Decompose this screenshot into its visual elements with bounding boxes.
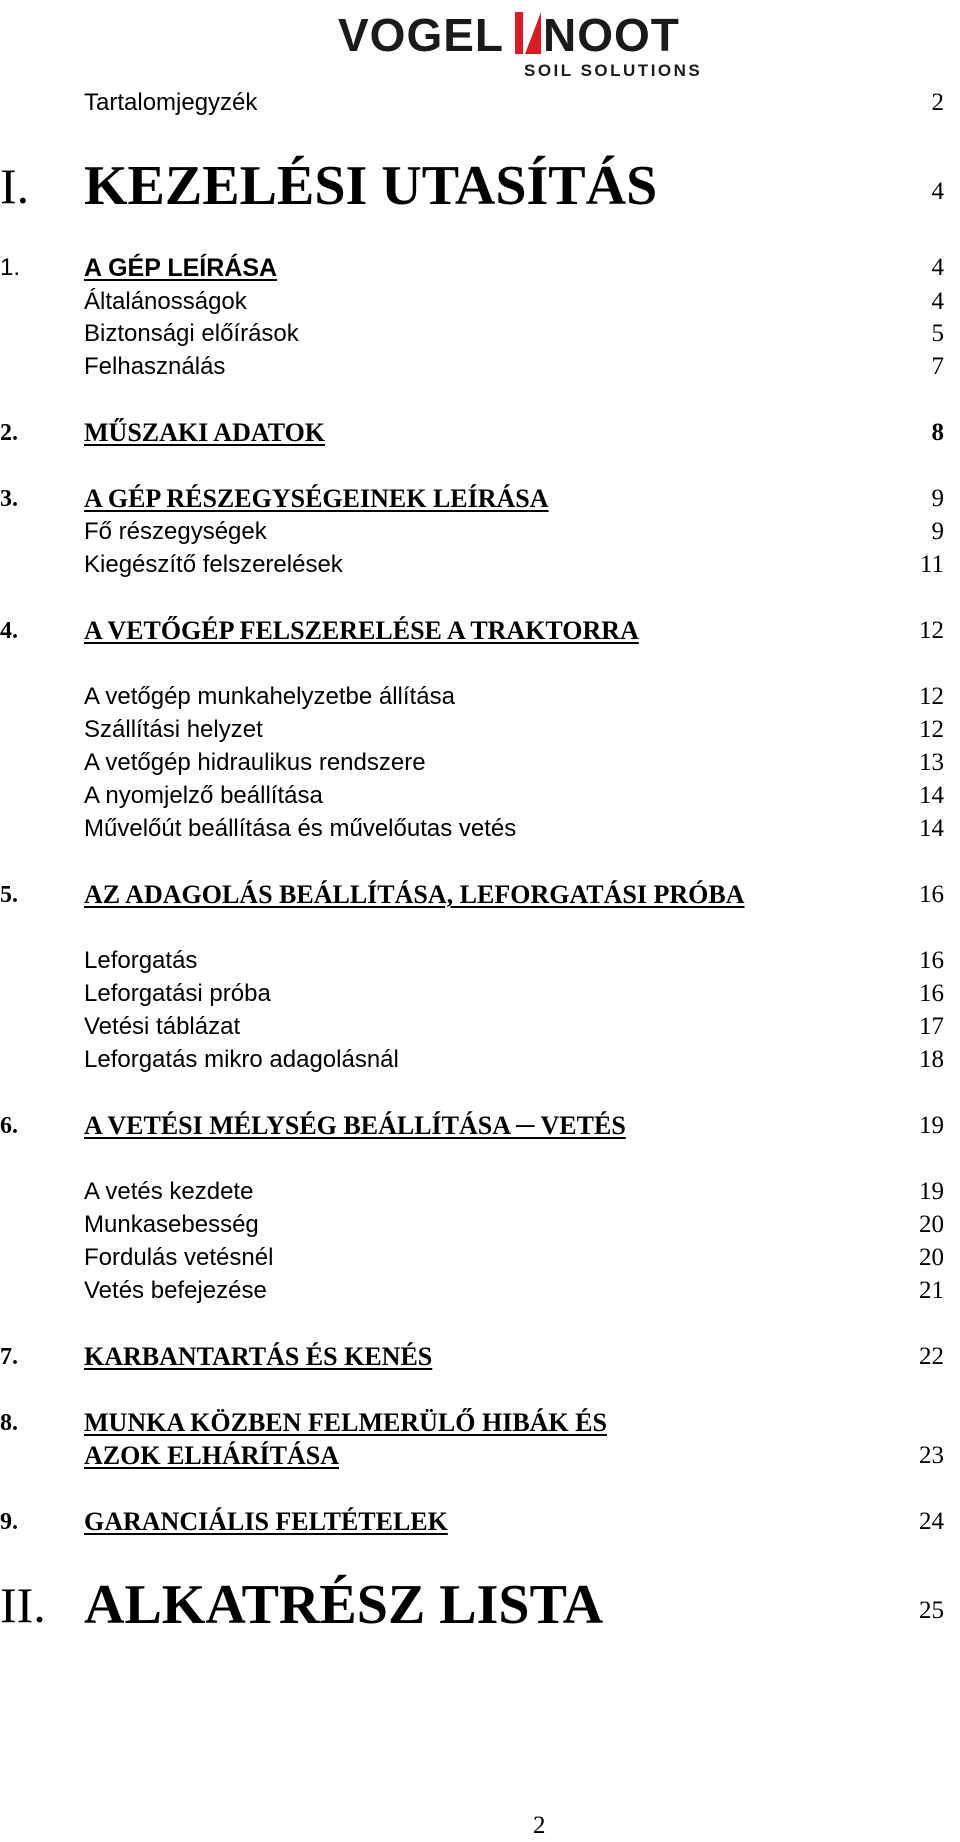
toc-entry-page: 17 <box>919 1013 944 1040</box>
toc-entry-page: 21 <box>919 1277 944 1304</box>
section-6-title: A VETÉSI MÉLYSÉG BEÁLLÍTÁSA ─ VETÉS <box>84 1111 626 1140</box>
toc-entry-page: 14 <box>919 782 944 809</box>
toc-entry-page: 16 <box>919 980 944 1007</box>
toc-entry-label: Általánosságok <box>84 288 247 315</box>
section-5-title: AZ ADAGOLÁS BEÁLLÍTÁSA, LEFORGATÁSI PRÓBA <box>84 880 745 909</box>
part-2-title: ALKATRÉSZ LISTA <box>84 1574 604 1636</box>
toc-entry-page: 4 <box>931 288 944 315</box>
logo-word-vogel: VOGEL <box>338 9 505 61</box>
section-8-title-line1: MUNKA KÖZBEN FELMERÜLŐ HIBÁK ÉS <box>84 1408 607 1437</box>
toc-entry-label: Kiegészítő felszerelések <box>84 551 343 578</box>
toc-entry-label: Fő részegységek <box>84 518 267 545</box>
section-9-page: 24 <box>919 1508 944 1535</box>
toc-entry-label: Felhasználás <box>84 353 226 380</box>
toc-entry-page: 14 <box>919 815 944 842</box>
toc-entry-label: Vetés befejezése <box>84 1277 267 1304</box>
toc-entry-label: Leforgatás <box>84 947 198 974</box>
section-2-title: MŰSZAKI ADATOK <box>84 418 326 447</box>
toc-entry-label: Művelőút beállítása és művelőutas vetés <box>84 815 517 842</box>
section-3-title: A GÉP RÉSZEGYSÉGEINEK LEÍRÁSA <box>84 484 549 513</box>
toc-entry-page: 19 <box>919 1178 944 1205</box>
toc-entry-page: 12 <box>919 683 944 710</box>
toc-entry-label: A vetőgép hidraulikus rendszere <box>84 749 426 776</box>
vogel-noot-logo <box>333 6 743 82</box>
toc-title: Tartalomjegyzék <box>84 89 258 116</box>
toc-entry-label: Szállítási helyzet <box>84 716 263 743</box>
toc-entry-page: 7 <box>931 353 944 380</box>
toc-entry-page: 16 <box>919 947 944 974</box>
section-4-title: A VETŐGÉP FELSZERELÉSE A TRAKTORRA <box>84 616 639 645</box>
part-1-title: KEZELÉSI UTASÍTÁS <box>84 155 658 217</box>
section-9-title: GARANCIÁLIS FELTÉTELEK <box>84 1507 448 1536</box>
part-1-number: I. <box>0 158 30 214</box>
section-3-page: 9 <box>931 485 944 512</box>
toc-entry-page: 12 <box>919 716 944 743</box>
logo-mark-icon <box>515 12 541 54</box>
section-6-page: 19 <box>919 1112 944 1139</box>
toc-entry-label: A nyomjelző beállítása <box>84 782 323 809</box>
section-9-number: 9. <box>0 1509 18 1535</box>
toc-entry-label: Vetési táblázat <box>84 1013 241 1040</box>
footer-page-number: 2 <box>533 1812 546 1839</box>
section-7-page: 22 <box>919 1343 944 1370</box>
toc-entry-label: Munkasebesség <box>84 1211 259 1238</box>
toc-entry-label: Biztonsági előírások <box>84 320 299 347</box>
logo-subtitle: SOIL SOLUTIONS <box>524 61 703 80</box>
section-6-number: 6. <box>0 1113 18 1139</box>
toc-entry-label: A vetőgép munkahelyzetbe állítása <box>84 683 455 710</box>
part-2-page: 25 <box>919 1597 944 1624</box>
section-2-number: 2. <box>0 420 18 446</box>
toc-entry-label: Leforgatás mikro adagolásnál <box>84 1046 399 1073</box>
section-7-number: 7. <box>0 1344 18 1370</box>
toc-entry-page: 20 <box>919 1244 944 1271</box>
section-5-page: 16 <box>919 881 944 908</box>
part-1-page: 4 <box>931 178 944 205</box>
toc-title-page: 2 <box>931 89 944 116</box>
toc-entry-label: Fordulás vetésnél <box>84 1244 274 1271</box>
toc-entry-page: 13 <box>919 749 944 776</box>
logo-word-noot: NOOT <box>543 9 680 61</box>
toc-entry-page: 5 <box>931 320 944 347</box>
section-8-title-line2: AZOK ELHÁRÍTÁSA <box>84 1441 339 1470</box>
toc-entry-label: A vetés kezdete <box>84 1178 254 1205</box>
toc-entry-page: 11 <box>919 551 944 578</box>
section-7-title: KARBANTARTÁS ÉS KENÉS <box>84 1342 433 1371</box>
section-8-page: 23 <box>919 1442 944 1469</box>
section-1-title: A GÉP LEÍRÁSA <box>84 254 278 282</box>
toc-entry-page: 18 <box>919 1046 944 1073</box>
toc-entry-label: Leforgatási próba <box>84 980 271 1007</box>
section-2-page: 8 <box>931 419 944 446</box>
section-5-number: 5. <box>0 882 18 908</box>
section-4-page: 12 <box>919 617 944 644</box>
section-4-number: 4. <box>0 618 18 644</box>
toc-entry-page: 20 <box>919 1211 944 1238</box>
section-1-number: 1. <box>0 254 21 281</box>
section-1-page: 4 <box>931 254 944 281</box>
toc-entry-page: 9 <box>931 518 944 545</box>
part-2-number: II. <box>0 1577 46 1633</box>
section-3-number: 3. <box>0 486 18 512</box>
section-8-number: 8. <box>0 1410 18 1436</box>
